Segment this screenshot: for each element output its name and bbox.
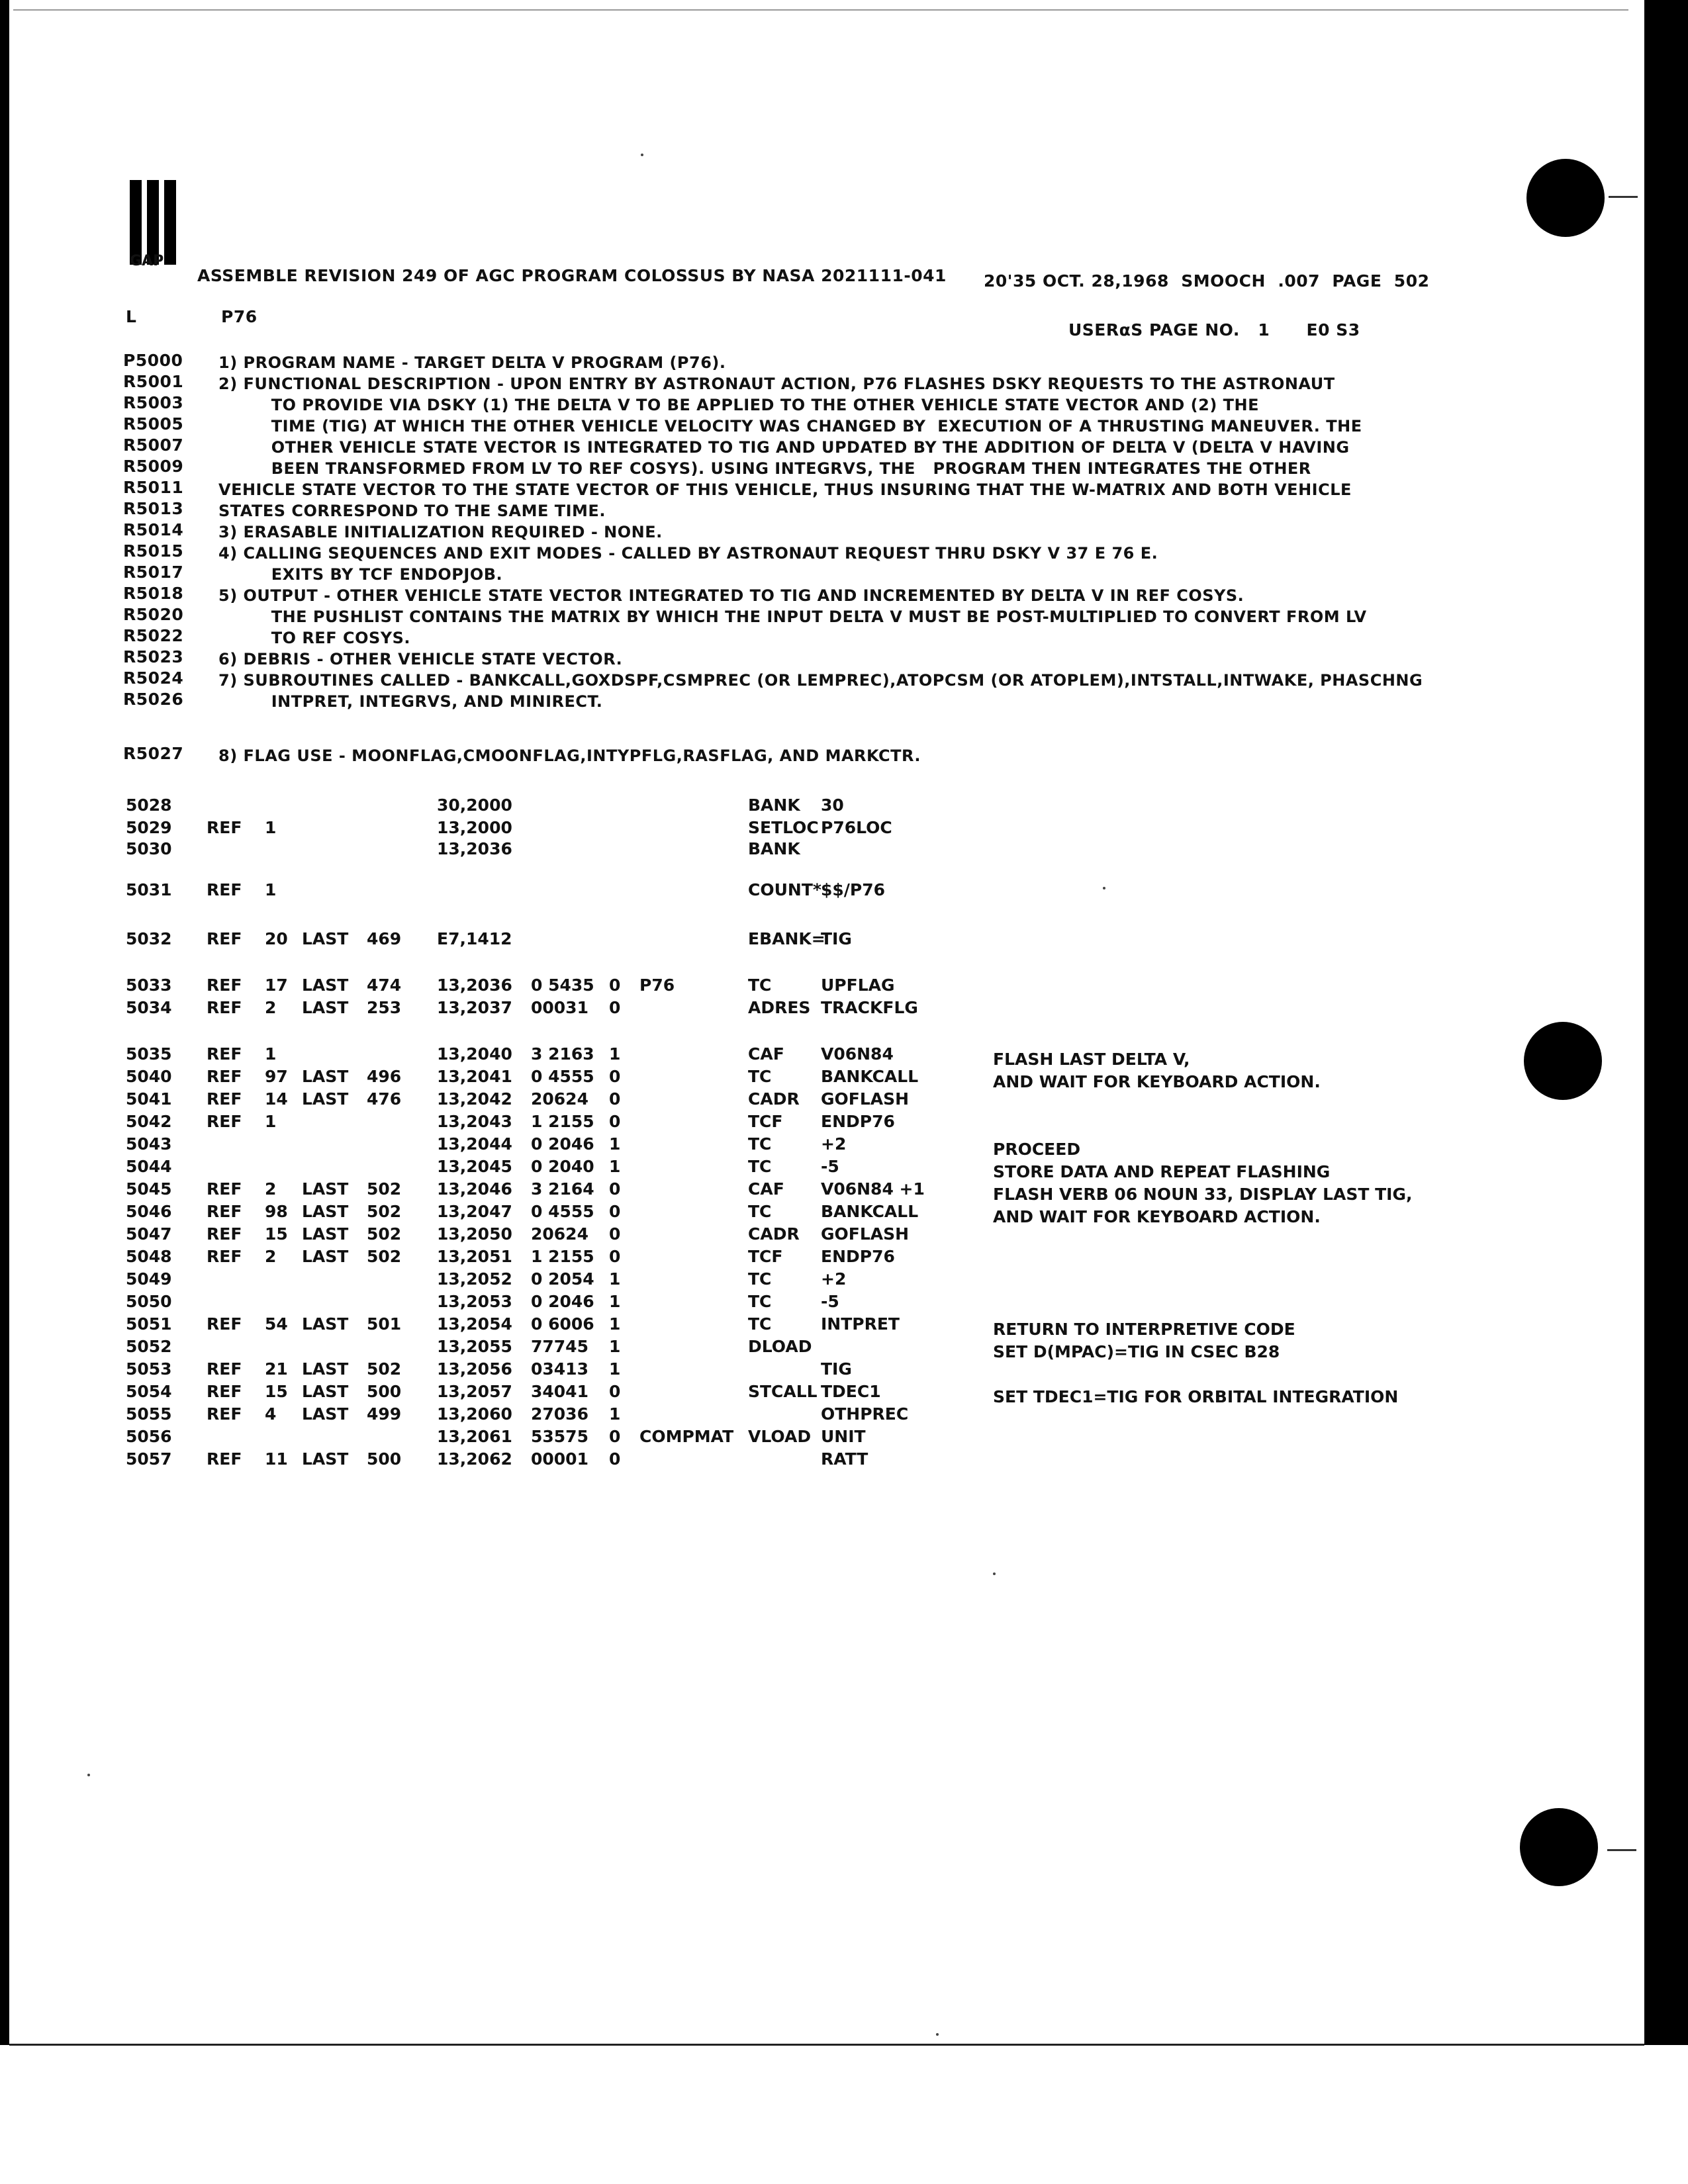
- description-line-number: R5026: [123, 690, 184, 709]
- listing-ref: REF: [207, 998, 242, 1017]
- description-line-text: 5) OUTPUT - OTHER VEHICLE STATE VECTOR INTEGRATED TO TIG AND INCREMENTED BY DELTA V IN REF COSYS.: [218, 586, 1244, 605]
- listing-ref-count: 1: [265, 880, 277, 899]
- punch-hole-middle: [1524, 1022, 1602, 1100]
- description-line-number: R5007: [123, 435, 184, 455]
- listing-address: 13,2052: [437, 1269, 512, 1289]
- listing-octal-code: 0 2054: [531, 1269, 594, 1289]
- listing-operand: TDEC1: [821, 1382, 881, 1401]
- listing-line-number: 5041: [126, 1089, 172, 1109]
- listing-ref-count: 2: [265, 1179, 277, 1199]
- listing-last-number: 502: [367, 1179, 402, 1199]
- listing-last-label: LAST: [302, 1404, 349, 1424]
- listing-opcode: TCF: [748, 1112, 783, 1131]
- listing-address: 13,2044: [437, 1134, 512, 1154]
- listing-opcode: CAF: [748, 1179, 784, 1199]
- listing-ref: REF: [207, 1067, 242, 1086]
- listing-last-label: LAST: [302, 1247, 349, 1266]
- listing-address: 13,2047: [437, 1202, 512, 1221]
- listing-line-number: 5051: [126, 1314, 172, 1334]
- listing-comment: FLASH LAST DELTA V,: [993, 1050, 1190, 1069]
- listing-line-number: 5028: [126, 796, 172, 815]
- description-line-number: R5003: [123, 393, 184, 412]
- listing-ref: REF: [207, 1404, 242, 1424]
- listing-opcode: BANK: [748, 796, 800, 815]
- listing-opcode: CAF: [748, 1044, 784, 1064]
- listing-operand: ENDP76: [821, 1247, 895, 1266]
- listing-operand: INTPRET: [821, 1314, 900, 1334]
- listing-octal-code: 3 2164: [531, 1179, 594, 1199]
- listing-address: 13,2037: [437, 998, 512, 1017]
- listing-octal-code: 0 5435: [531, 976, 594, 995]
- punch-hole-bottom: [1520, 1808, 1598, 1886]
- description-line-text: 3) ERASABLE INITIALIZATION REQUIRED - NONE.: [218, 523, 663, 541]
- description-line-number: P5000: [123, 351, 183, 370]
- listing-last-label: LAST: [302, 1449, 349, 1469]
- listing-line-number: 5035: [126, 1044, 172, 1064]
- listing-last-label: LAST: [302, 976, 349, 995]
- listing-operand: +2: [821, 1269, 847, 1289]
- listing-address: 13,2036: [437, 839, 512, 858]
- listing-opcode: TC: [748, 1292, 772, 1311]
- description-line-number: R5009: [123, 457, 184, 476]
- listing-octal-code: 0 4555: [531, 1202, 594, 1221]
- header-title: ASSEMBLE REVISION 249 OF AGC PROGRAM COLOSSUS BY NASA 2021111-041: [197, 266, 947, 285]
- listing-line-number: 5044: [126, 1157, 172, 1176]
- listing-parity-bit: 0: [609, 1202, 621, 1221]
- description-line-number: R5013: [123, 499, 184, 518]
- description-line-text: TO REF COSYS.: [218, 629, 411, 647]
- listing-octal-code: 77745: [531, 1337, 588, 1356]
- listing-ref: REF: [207, 1089, 242, 1109]
- listing-address: 13,2060: [437, 1404, 512, 1424]
- listing-operand: P76LOC: [821, 818, 892, 837]
- description-line-text: TIME (TIG) AT WHICH THE OTHER VEHICLE VELOCITY WAS CHANGED BY EXECUTION OF A THRUSTING MANEUVER. THE: [218, 417, 1362, 435]
- listing-comment: SET TDEC1=TIG FOR ORBITAL INTEGRATION: [993, 1387, 1399, 1406]
- listing-operand: V06N84 +1: [821, 1179, 925, 1199]
- listing-parity-bit: 1: [609, 1292, 621, 1311]
- description-line-number: R5014: [123, 520, 184, 539]
- listing-parity-bit: 1: [609, 1404, 621, 1424]
- listing-parity-bit: 1: [609, 1157, 621, 1176]
- listing-octal-code: 0 2046: [531, 1134, 594, 1154]
- listing-line-number: 5033: [126, 976, 172, 995]
- listing-address: 30,2000: [437, 796, 512, 815]
- listing-address: 13,2036: [437, 976, 512, 995]
- listing-octal-code: 53575: [531, 1427, 588, 1446]
- listing-operand: V06N84: [821, 1044, 894, 1064]
- description-line-number: R5011: [123, 478, 184, 497]
- listing-ref-count: 1: [265, 818, 277, 837]
- listing-last-label: LAST: [302, 1314, 349, 1334]
- top-edge-rule: [13, 9, 1628, 11]
- listing-ref: REF: [207, 1449, 242, 1469]
- listing-opcode: CADR: [748, 1224, 800, 1244]
- header-line-label: L: [126, 307, 137, 326]
- listing-opcode: TCF: [748, 1247, 783, 1266]
- listing-ref-count: 15: [265, 1382, 288, 1401]
- listing-operand: 30: [821, 796, 844, 815]
- listing-comment: PROCEED: [993, 1140, 1081, 1159]
- speck: [87, 1774, 90, 1776]
- listing-line-number: 5056: [126, 1427, 172, 1446]
- description-line-text: STATES CORRESPOND TO THE SAME TIME.: [218, 502, 606, 520]
- description-line-text: 2) FUNCTIONAL DESCRIPTION - UPON ENTRY BY ASTRONAUT ACTION, P76 FLASHES DSKY REQUESTS TO THE ASTRONAUT: [218, 375, 1335, 393]
- listing-parity-bit: 0: [609, 1427, 621, 1446]
- listing-last-label: LAST: [302, 1179, 349, 1199]
- listing-octal-code: 3 2163: [531, 1044, 594, 1064]
- listing-address: 13,2051: [437, 1247, 512, 1266]
- listing-ref-count: 97: [265, 1067, 288, 1086]
- listing-last-label: LAST: [302, 1202, 349, 1221]
- listing-ref: REF: [207, 929, 242, 948]
- listing-operand: ENDP76: [821, 1112, 895, 1131]
- listing-ref-count: 98: [265, 1202, 288, 1221]
- listing-parity-bit: 0: [609, 1449, 621, 1469]
- listing-last-number: 499: [367, 1404, 402, 1424]
- description-line-text: THE PUSHLIST CONTAINS THE MATRIX BY WHICH THE INPUT DELTA V MUST BE POST-MULTIPLIED TO CONVERT FROM LV: [218, 608, 1367, 626]
- listing-parity-bit: 1: [609, 1337, 621, 1356]
- listing-ref-count: 1: [265, 1044, 277, 1064]
- listing-address: 13,2057: [437, 1382, 512, 1401]
- listing-parity-bit: 0: [609, 1112, 621, 1131]
- listing-line-number: 5043: [126, 1134, 172, 1154]
- listing-parity-bit: 0: [609, 998, 621, 1017]
- listing-ref: REF: [207, 1359, 242, 1379]
- listing-address: 13,2041: [437, 1067, 512, 1086]
- listing-ref: REF: [207, 1044, 242, 1064]
- listing-address: 13,2056: [437, 1359, 512, 1379]
- listing-ref: REF: [207, 1179, 242, 1199]
- description-line-text: 1) PROGRAM NAME - TARGET DELTA V PROGRAM (P76).: [218, 353, 726, 372]
- punch-hole-mark: [1609, 196, 1638, 198]
- punch-hole-top: [1526, 159, 1605, 237]
- listing-parity-bit: 0: [609, 1382, 621, 1401]
- listing-ref: REF: [207, 818, 242, 837]
- listing-last-number: 502: [367, 1224, 402, 1244]
- listing-last-label: LAST: [302, 929, 349, 948]
- scan-edge-left: [0, 0, 9, 2045]
- listing-opcode: TC: [748, 976, 772, 995]
- listing-operand: -5: [821, 1157, 839, 1176]
- listing-parity-bit: 0: [609, 1247, 621, 1266]
- listing-address: E7,1412: [437, 929, 512, 948]
- listing-octal-code: 20624: [531, 1089, 588, 1109]
- listing-parity-bit: 0: [609, 1179, 621, 1199]
- listing-line-number: 5034: [126, 998, 172, 1017]
- listing-parity-bit: 1: [609, 1134, 621, 1154]
- listing-operand: TIG: [821, 1359, 852, 1379]
- speck: [936, 2033, 939, 2036]
- listing-last-number: 502: [367, 1247, 402, 1266]
- listing-last-number: 500: [367, 1449, 402, 1469]
- listing-line-number: 5053: [126, 1359, 172, 1379]
- listing-line-number: 5042: [126, 1112, 172, 1131]
- listing-octal-code: 1 2155: [531, 1112, 594, 1131]
- speck: [1103, 887, 1105, 889]
- listing-opcode: VLOAD: [748, 1427, 812, 1446]
- listing-octal-code: 00031: [531, 998, 588, 1017]
- listing-label: P76: [639, 976, 675, 995]
- listing-address: 13,2061: [437, 1427, 512, 1446]
- listing-address: 13,2000: [437, 818, 512, 837]
- listing-parity-bit: 0: [609, 1089, 621, 1109]
- below-page-margin: [0, 2046, 1688, 2184]
- listing-ref-count: 15: [265, 1224, 288, 1244]
- listing-last-number: 502: [367, 1202, 402, 1221]
- listing-operand: TIG: [821, 929, 852, 948]
- listing-ref-count: 4: [265, 1404, 277, 1424]
- listing-line-number: 5057: [126, 1449, 172, 1469]
- listing-octal-code: 0 2046: [531, 1292, 594, 1311]
- description-line-text: 7) SUBROUTINES CALLED - BANKCALL,GOXDSPF,CSMPREC (OR LEMPREC),ATOPCSM (OR ATOPLEM),INTSTALL,INTWAKE, PHASCHNG: [218, 671, 1423, 690]
- listing-parity-bit: 0: [609, 1224, 621, 1244]
- listing-line-number: 5050: [126, 1292, 172, 1311]
- listing-line-number: 5049: [126, 1269, 172, 1289]
- listing-last-label: LAST: [302, 1359, 349, 1379]
- listing-operand: GOFLASH: [821, 1089, 910, 1109]
- description-line-text: INTPRET, INTEGRVS, AND MINIRECT.: [218, 692, 603, 711]
- description-line-number: R5015: [123, 541, 184, 561]
- listing-opcode: TC: [748, 1269, 772, 1289]
- listing-operand: +2: [821, 1134, 847, 1154]
- listing-opcode: STCALL: [748, 1382, 818, 1401]
- description-line-text: VEHICLE STATE VECTOR TO THE STATE VECTOR OF THIS VEHICLE, THUS INSURING THAT THE W-MATRIX AND BOTH VEHICLE: [218, 480, 1352, 499]
- gap-logo-text: GAP: [130, 253, 164, 269]
- description-line-number: R5001: [123, 372, 184, 391]
- listing-ref-count: 1: [265, 1112, 277, 1131]
- listing-opcode: EBANK=: [748, 929, 825, 948]
- listing-line-number: 5054: [126, 1382, 172, 1401]
- listing-operand: UNIT: [821, 1427, 866, 1446]
- listing-octal-code: 20624: [531, 1224, 588, 1244]
- listing-line-number: 5045: [126, 1179, 172, 1199]
- listing-line-number: 5047: [126, 1224, 172, 1244]
- listing-last-label: LAST: [302, 1382, 349, 1401]
- description-line-text: TO PROVIDE VIA DSKY (1) THE DELTA V TO BE APPLIED TO THE OTHER VEHICLE STATE VECTOR AND (2) THE: [218, 396, 1259, 414]
- listing-address: 13,2062: [437, 1449, 512, 1469]
- listing-address: 13,2055: [437, 1337, 512, 1356]
- listing-ref: REF: [207, 1202, 242, 1221]
- listing-address: 13,2046: [437, 1179, 512, 1199]
- listing-last-label: LAST: [302, 1067, 349, 1086]
- listing-ref-count: 20: [265, 929, 288, 948]
- listing-last-label: LAST: [302, 1089, 349, 1109]
- listing-address: 13,2054: [437, 1314, 512, 1334]
- listing-operand: BANKCALL: [821, 1202, 919, 1221]
- listing-line-number: 5048: [126, 1247, 172, 1266]
- scan-edge-right: [1644, 0, 1688, 2045]
- listing-parity-bit: 1: [609, 1044, 621, 1064]
- listing-opcode: SETLOC: [748, 818, 819, 837]
- listing-ref-count: 17: [265, 976, 288, 995]
- listing-parity-bit: 0: [609, 976, 621, 995]
- header-user-page: USERαS PAGE NO. 1 E0 S3: [1068, 320, 1360, 340]
- description-line-number: R5023: [123, 647, 184, 666]
- listing-ref: REF: [207, 1247, 242, 1266]
- listing-operand: GOFLASH: [821, 1224, 910, 1244]
- description-line-number: R5027: [123, 744, 184, 763]
- listing-ref-count: 54: [265, 1314, 288, 1334]
- listing-octal-code: 0 6006: [531, 1314, 594, 1334]
- listing-octal-code: 27036: [531, 1404, 588, 1424]
- listing-parity-bit: 0: [609, 1067, 621, 1086]
- description-line-number: R5020: [123, 605, 184, 624]
- listing-operand: TRACKFLG: [821, 998, 918, 1017]
- listing-octal-code: 00001: [531, 1449, 588, 1469]
- listing-ref-count: 14: [265, 1089, 288, 1109]
- listing-line-number: 5040: [126, 1067, 172, 1086]
- listing-operand: -5: [821, 1292, 839, 1311]
- listing-operand: RATT: [821, 1449, 868, 1469]
- listing-last-number: 496: [367, 1067, 402, 1086]
- listing-line-number: 5030: [126, 839, 172, 858]
- listing-ref-count: 21: [265, 1359, 288, 1379]
- description-line-text: 4) CALLING SEQUENCES AND EXIT MODES - CALLED BY ASTRONAUT REQUEST THRU DSKY V 37 E 76 E.: [218, 544, 1158, 563]
- listing-opcode: CADR: [748, 1089, 800, 1109]
- listing-ref: REF: [207, 976, 242, 995]
- listing-opcode: BANK: [748, 839, 800, 858]
- listing-opcode: DLOAD: [748, 1337, 812, 1356]
- listing-octal-code: 34041: [531, 1382, 588, 1401]
- listing-last-number: 474: [367, 976, 402, 995]
- header-datetime-page: 20'35 OCT. 28,1968 SMOOCH .007 PAGE 502: [984, 271, 1430, 291]
- listing-ref-count: 2: [265, 1247, 277, 1266]
- listing-last-label: LAST: [302, 998, 349, 1017]
- listing-line-number: 5052: [126, 1337, 172, 1356]
- listing-line-number: 5046: [126, 1202, 172, 1221]
- listing-opcode: TC: [748, 1314, 772, 1334]
- listing-address: 13,2050: [437, 1224, 512, 1244]
- listing-opcode: COUNT*: [748, 880, 821, 899]
- listing-octal-code: 0 2040: [531, 1157, 594, 1176]
- description-line-text: OTHER VEHICLE STATE VECTOR IS INTEGRATED TO TIG AND UPDATED BY THE ADDITION OF DELTA V (DELTA V HAVING: [218, 438, 1350, 457]
- speck: [993, 1572, 996, 1575]
- listing-ref: REF: [207, 1382, 242, 1401]
- listing-opcode: TC: [748, 1157, 772, 1176]
- listing-last-label: LAST: [302, 1224, 349, 1244]
- listing-parity-bit: 1: [609, 1269, 621, 1289]
- description-line-number: R5024: [123, 668, 184, 688]
- description-line-number: R5018: [123, 584, 184, 603]
- listing-ref: REF: [207, 880, 242, 899]
- listing-opcode: TC: [748, 1067, 772, 1086]
- listing-comment: RETURN TO INTERPRETIVE CODE: [993, 1320, 1295, 1339]
- description-line-text: EXITS BY TCF ENDOPJOB.: [218, 565, 503, 584]
- listing-parity-bit: 1: [609, 1314, 621, 1334]
- listing-operand: UPFLAG: [821, 976, 895, 995]
- listing-operand: BANKCALL: [821, 1067, 919, 1086]
- speck: [641, 154, 643, 156]
- listing-last-number: 500: [367, 1382, 402, 1401]
- listing-line-number: 5029: [126, 818, 172, 837]
- listing-last-number: 502: [367, 1359, 402, 1379]
- listing-ref: REF: [207, 1314, 242, 1334]
- header-program: P76: [221, 307, 258, 326]
- description-line-number: R5022: [123, 626, 184, 645]
- description-line-number: R5017: [123, 563, 184, 582]
- description-line-text: 8) FLAG USE - MOONFLAG,CMOONFLAG,INTYPFLG,RASFLAG, AND MARKCTR.: [218, 747, 921, 765]
- listing-comment: STORE DATA AND REPEAT FLASHING: [993, 1162, 1331, 1181]
- listing-comment: FLASH VERB 06 NOUN 33, DISPLAY LAST TIG,: [993, 1185, 1413, 1204]
- listing-octal-code: 0 4555: [531, 1067, 594, 1086]
- listing-operand: $$/P76: [821, 880, 886, 899]
- listing-comment: AND WAIT FOR KEYBOARD ACTION.: [993, 1072, 1321, 1091]
- listing-opcode: TC: [748, 1134, 772, 1154]
- listing-opcode: TC: [748, 1202, 772, 1221]
- listing-line-number: 5032: [126, 929, 172, 948]
- listing-comment: AND WAIT FOR KEYBOARD ACTION.: [993, 1207, 1321, 1226]
- listing-ref-count: 11: [265, 1449, 288, 1469]
- listing-ref-count: 2: [265, 998, 277, 1017]
- listing-address: 13,2042: [437, 1089, 512, 1109]
- listing-last-number: 253: [367, 998, 402, 1017]
- listing-ref: REF: [207, 1112, 242, 1131]
- listing-line-number: 5055: [126, 1404, 172, 1424]
- listing-comment: SET D(MPAC)=TIG IN CSEC B28: [993, 1342, 1280, 1361]
- listing-address: 13,2040: [437, 1044, 512, 1064]
- listing-address: 13,2043: [437, 1112, 512, 1131]
- listing-last-number: 476: [367, 1089, 402, 1109]
- description-line-number: R5005: [123, 414, 184, 433]
- listing-octal-code: 03413: [531, 1359, 588, 1379]
- listing-ref: REF: [207, 1224, 242, 1244]
- listing-opcode: ADRES: [748, 998, 811, 1017]
- listing-line-number: 5031: [126, 880, 172, 899]
- description-line-text: 6) DEBRIS - OTHER VEHICLE STATE VECTOR.: [218, 650, 623, 668]
- punch-hole-mark: [1607, 1849, 1636, 1851]
- listing-address: 13,2045: [437, 1157, 512, 1176]
- listing-operand: OTHPREC: [821, 1404, 909, 1424]
- description-line-text: BEEN TRANSFORMED FROM LV TO REF COSYS). USING INTEGRVS, THE PROGRAM THEN INTEGRATES THE OTHER: [218, 459, 1311, 478]
- listing-address: 13,2053: [437, 1292, 512, 1311]
- listing-octal-code: 1 2155: [531, 1247, 594, 1266]
- listing-label: COMPMAT: [639, 1427, 734, 1446]
- listing-parity-bit: 1: [609, 1359, 621, 1379]
- listing-last-number: 501: [367, 1314, 402, 1334]
- listing-last-number: 469: [367, 929, 402, 948]
